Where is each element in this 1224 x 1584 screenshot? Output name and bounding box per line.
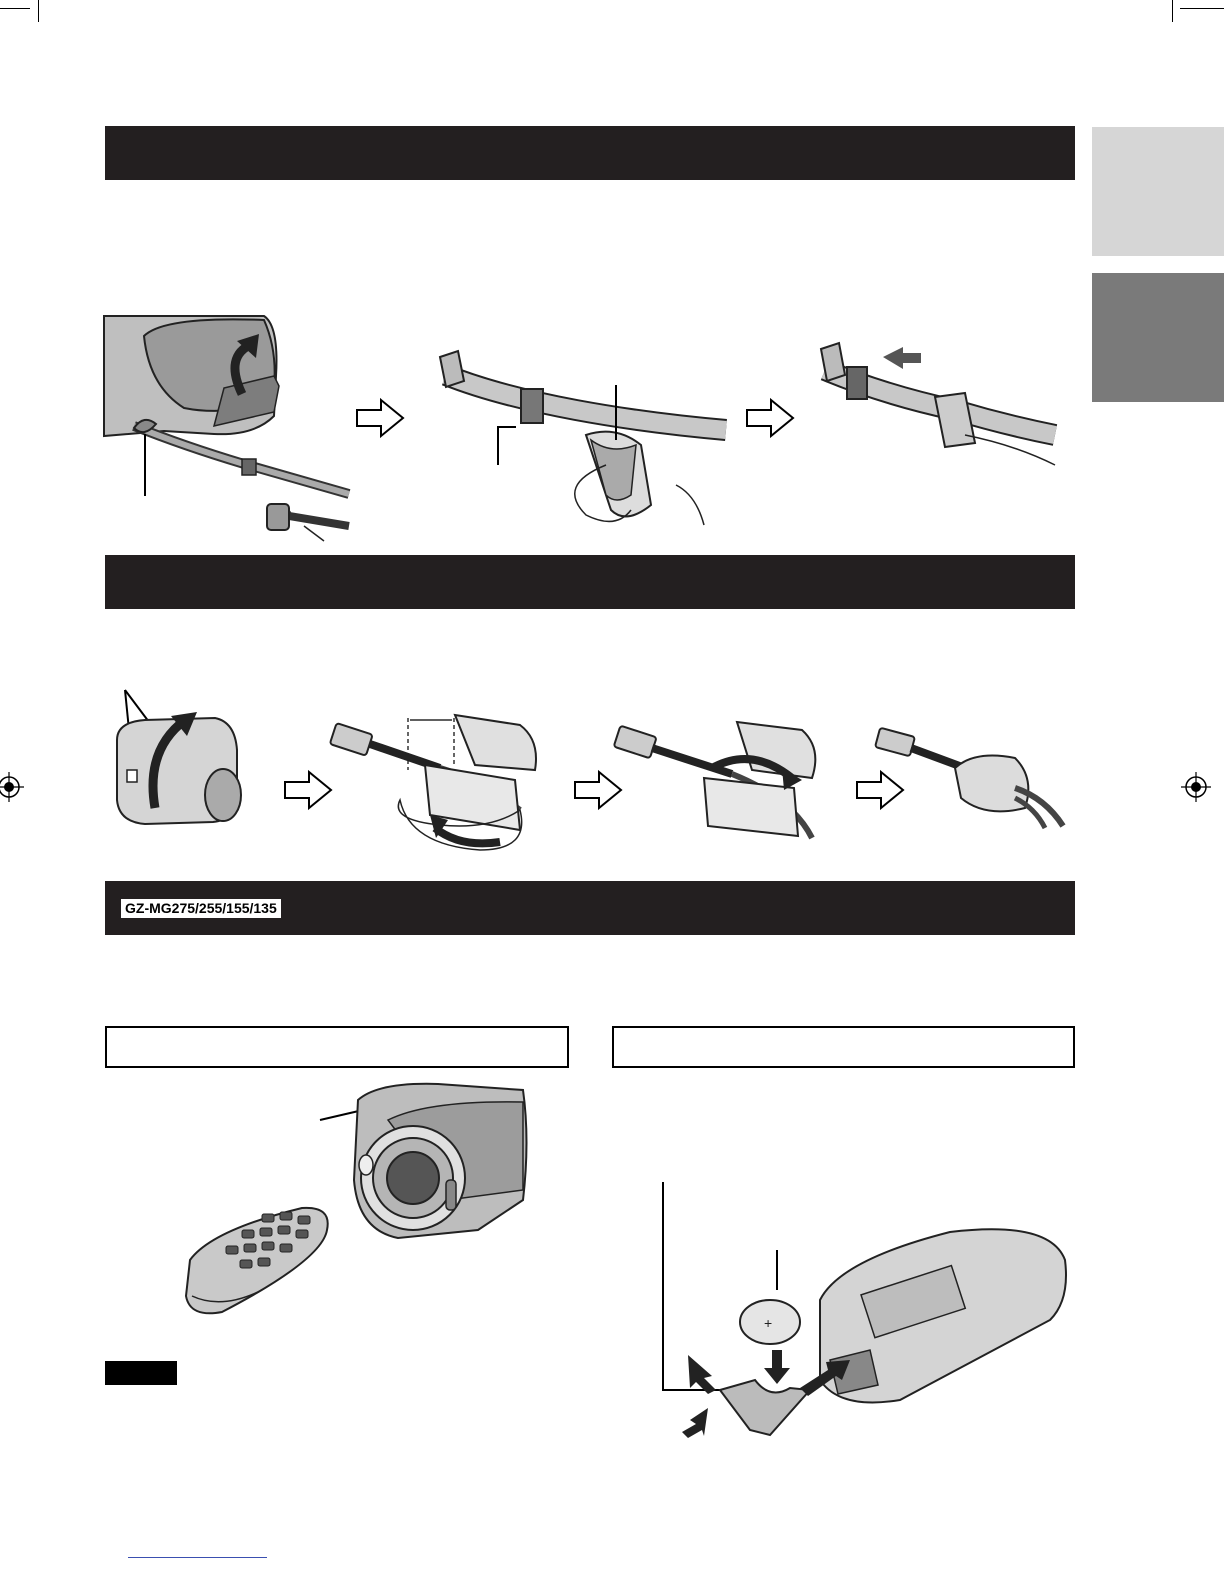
- crop-mark-top-right-v: [1172, 0, 1173, 22]
- step-arrow-icon: [355, 398, 405, 438]
- side-tab-dark: [1092, 273, 1224, 402]
- step-arrow-icon-2: [745, 398, 795, 438]
- battery-replacement-illustration: [660, 1180, 1070, 1445]
- registration-mark-icon-right: [1181, 772, 1211, 802]
- remote-control-illustration: [182, 1200, 332, 1320]
- grip-strap-illustration-3: [815, 335, 1060, 475]
- subsection-box-left: [105, 1026, 569, 1068]
- section-header-bar-2: [105, 555, 1075, 609]
- link-underline: [128, 1557, 267, 1558]
- crop-mark-top-left-v: [38, 0, 39, 22]
- section-header-bar-1: [105, 126, 1075, 180]
- registration-mark-icon: [0, 772, 24, 802]
- svg-text:+: +: [764, 1315, 773, 1331]
- grip-strap-illustration-1: [104, 316, 349, 548]
- note-badge: [105, 1361, 177, 1385]
- step-arrow-icon-3: [283, 770, 333, 810]
- crop-mark-top-right-h: [1180, 8, 1224, 9]
- side-tab-light: [1092, 127, 1224, 256]
- camcorder-front-illustration: [318, 1080, 533, 1240]
- model-badge: GZ-MG275/255/155/135: [121, 899, 281, 918]
- crop-mark-top-left-h: [0, 8, 30, 9]
- core-filter-illustration-2: [330, 710, 545, 855]
- core-filter-illustration-1: [105, 690, 245, 830]
- core-filter-illustration-3: [612, 718, 827, 843]
- grip-strap-illustration-2: [436, 345, 736, 535]
- core-filter-illustration-4: [875, 728, 1065, 828]
- subsection-box-right: [612, 1026, 1075, 1068]
